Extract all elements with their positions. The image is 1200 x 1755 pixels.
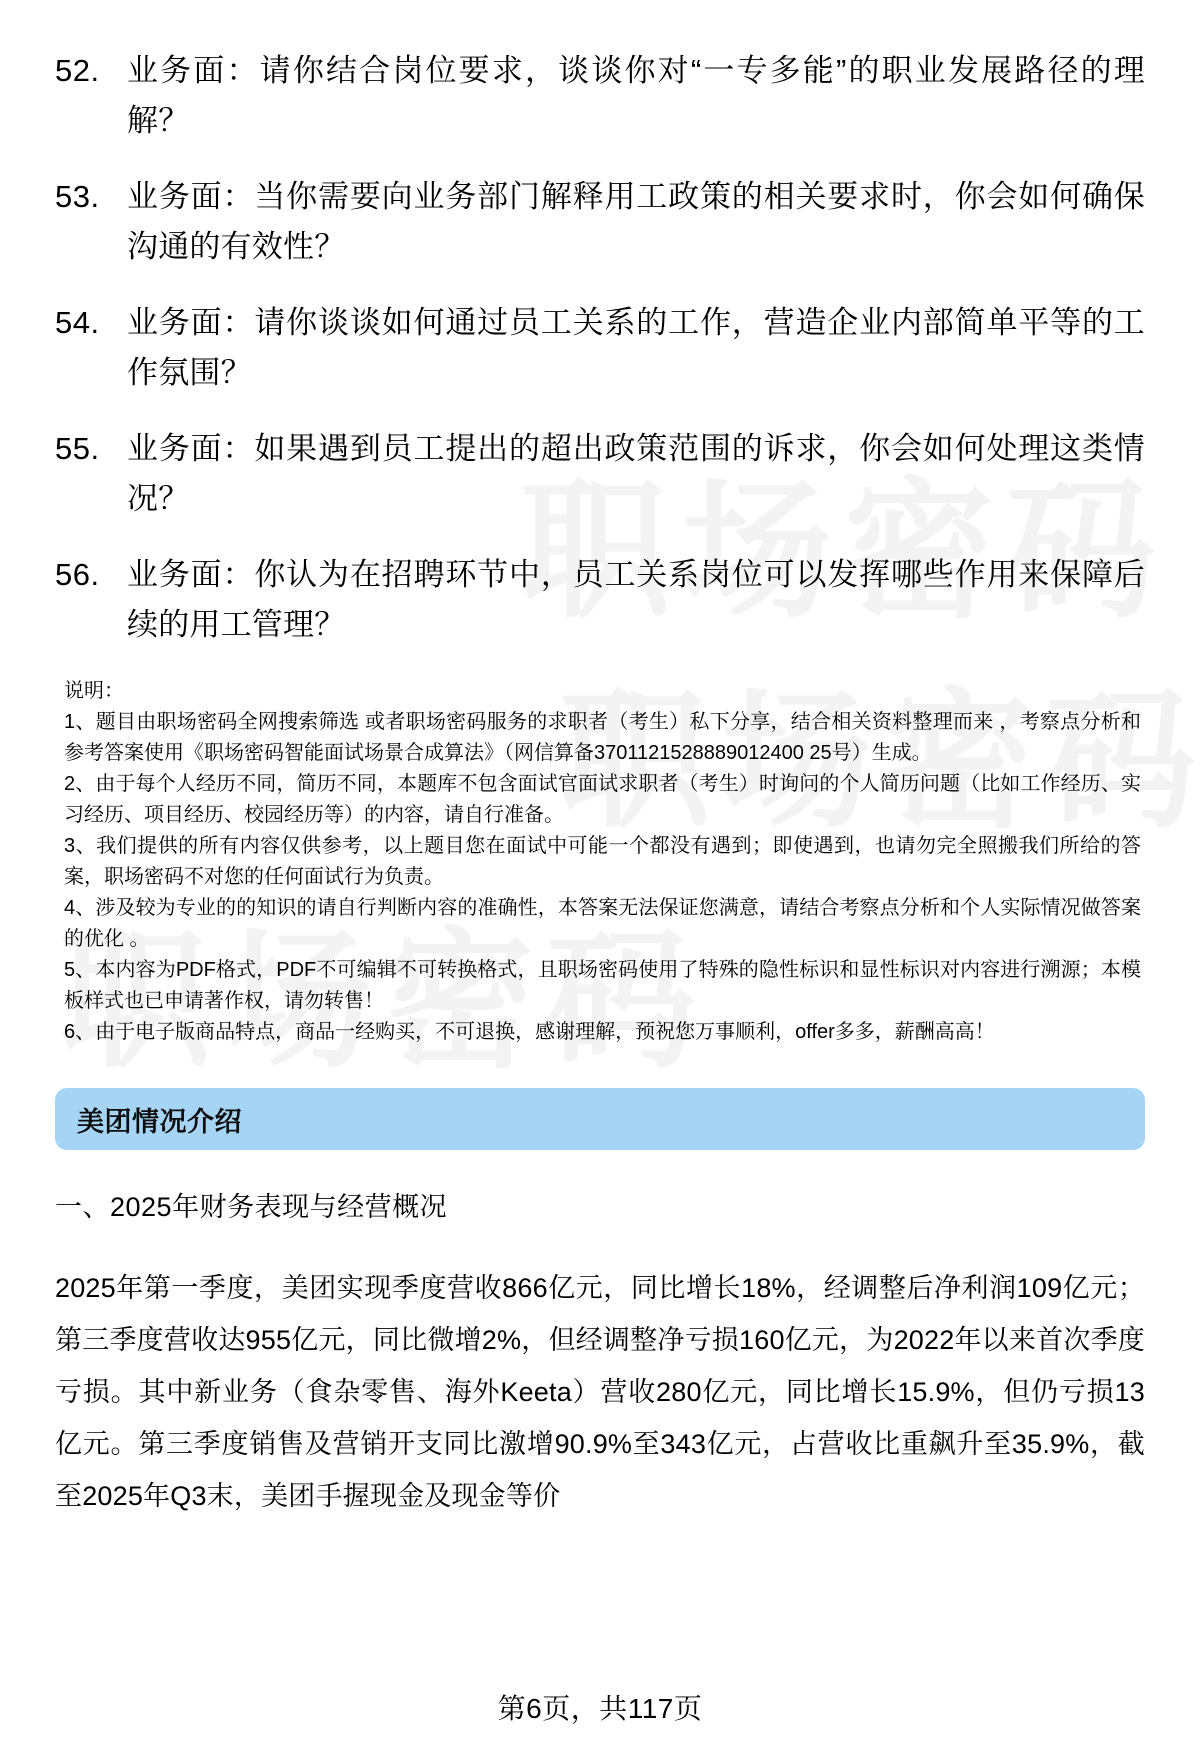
page-number-label: 第6页，共117页 [497, 1693, 703, 1724]
question-text: 业务面：如果遇到员工提出的超出政策范围的诉求，你会如何处理这类情况？ [127, 431, 1145, 516]
section-banner [55, 1088, 1145, 1150]
question-item [55, 46, 1145, 146]
notes-block [55, 676, 1145, 1048]
question-item [55, 550, 1145, 650]
page-footer [0, 1687, 1200, 1727]
note-item: 5、本内容为PDF格式，PDF不可编辑不可转换格式，且职场密码使用了特殊的隐性标识和显性标识对内容进行溯源；本模板样式也已申请著作权，请勿转售！ [64, 959, 1141, 1012]
article-paragraph: 2025年第一季度，美团实现季度营收866亿元，同比增长18%，经调整后净利润109亿元；第三季度营收达955亿元，同比微增2%，但经调整净亏损160亿元，为2022年以来首次季度亏损。其中新业务（食杂零售、海外Keeta）营收280亿元，同比增长15.9%，但仍亏损13亿元。第三季度销售及营销开支同比激增90.9%至343亿元，占营收比重飙升至35.9%，截至2025年Q3末，美团手握现金及现金等价 [55, 1273, 1145, 1511]
question-text: 业务面：你认为在招聘环节中，员工关系岗位可以发挥哪些作用来保障后续的用工管理？ [127, 557, 1145, 642]
note-item: 3、我们提供的所有内容仅供参考，以上题目您在面试中可能一个都没有遇到；即使遇到，也请勿完全照搬我们所给的答案，职场密码不对您的任何面试行为负责。 [64, 835, 1141, 888]
question-number: 53. [55, 179, 100, 214]
question-list [55, 0, 1145, 650]
notes-title: 说明： [64, 680, 124, 702]
question-text: 业务面：请你结合岗位要求，谈谈你对“一专多能”的职业发展路径的理解？ [127, 53, 1145, 138]
note-item: 1、题目由职场密码全网搜索筛选 或者职场密码服务的求职者（考生）私下分享，结合相关资料整理而来 ，考察点分析和参考答案使用《职场密码智能面试场景合成算法》（网信算备3701121528889012400 25号）生成。 [64, 711, 1141, 764]
question-item [55, 424, 1145, 524]
note-item: 2、由于每个人经历不同，简历不同，本题库不包含面试官面试求职者（考生）时询问的个人简历问题（比如工作经历、实习经历、项目经历、校园经历等）的内容，请自行准备。 [64, 773, 1141, 826]
question-item [55, 298, 1145, 398]
question-number: 56. [55, 557, 100, 592]
question-number: 52. [55, 53, 100, 88]
question-text: 业务面：当你需要向业务部门解释用工政策的相关要求时，你会如何确保沟通的有效性？ [127, 179, 1145, 264]
article-heading: 一、2025年财务表现与经营概况 [55, 1192, 448, 1222]
note-item: 6、由于电子版商品特点，商品一经购买，不可退换，感谢理解，预祝您万事顺利，offer多多，薪酬高高！ [64, 1021, 995, 1043]
question-item [55, 172, 1145, 272]
section-banner-label: 美团情况介绍 [77, 1106, 242, 1137]
note-item: 4、涉及较为专业的的知识的请自行判断内容的准确性，本答案无法保证您满意，请结合考察点分析和个人实际情况做答案的优化 。 [64, 897, 1141, 950]
question-text: 业务面：请你谈谈如何通过员工关系的工作，营造企业内部简单平等的工作氛围？ [127, 305, 1145, 390]
question-number: 55. [55, 431, 100, 466]
question-number: 54. [55, 305, 100, 340]
article-body [55, 1182, 1145, 1522]
